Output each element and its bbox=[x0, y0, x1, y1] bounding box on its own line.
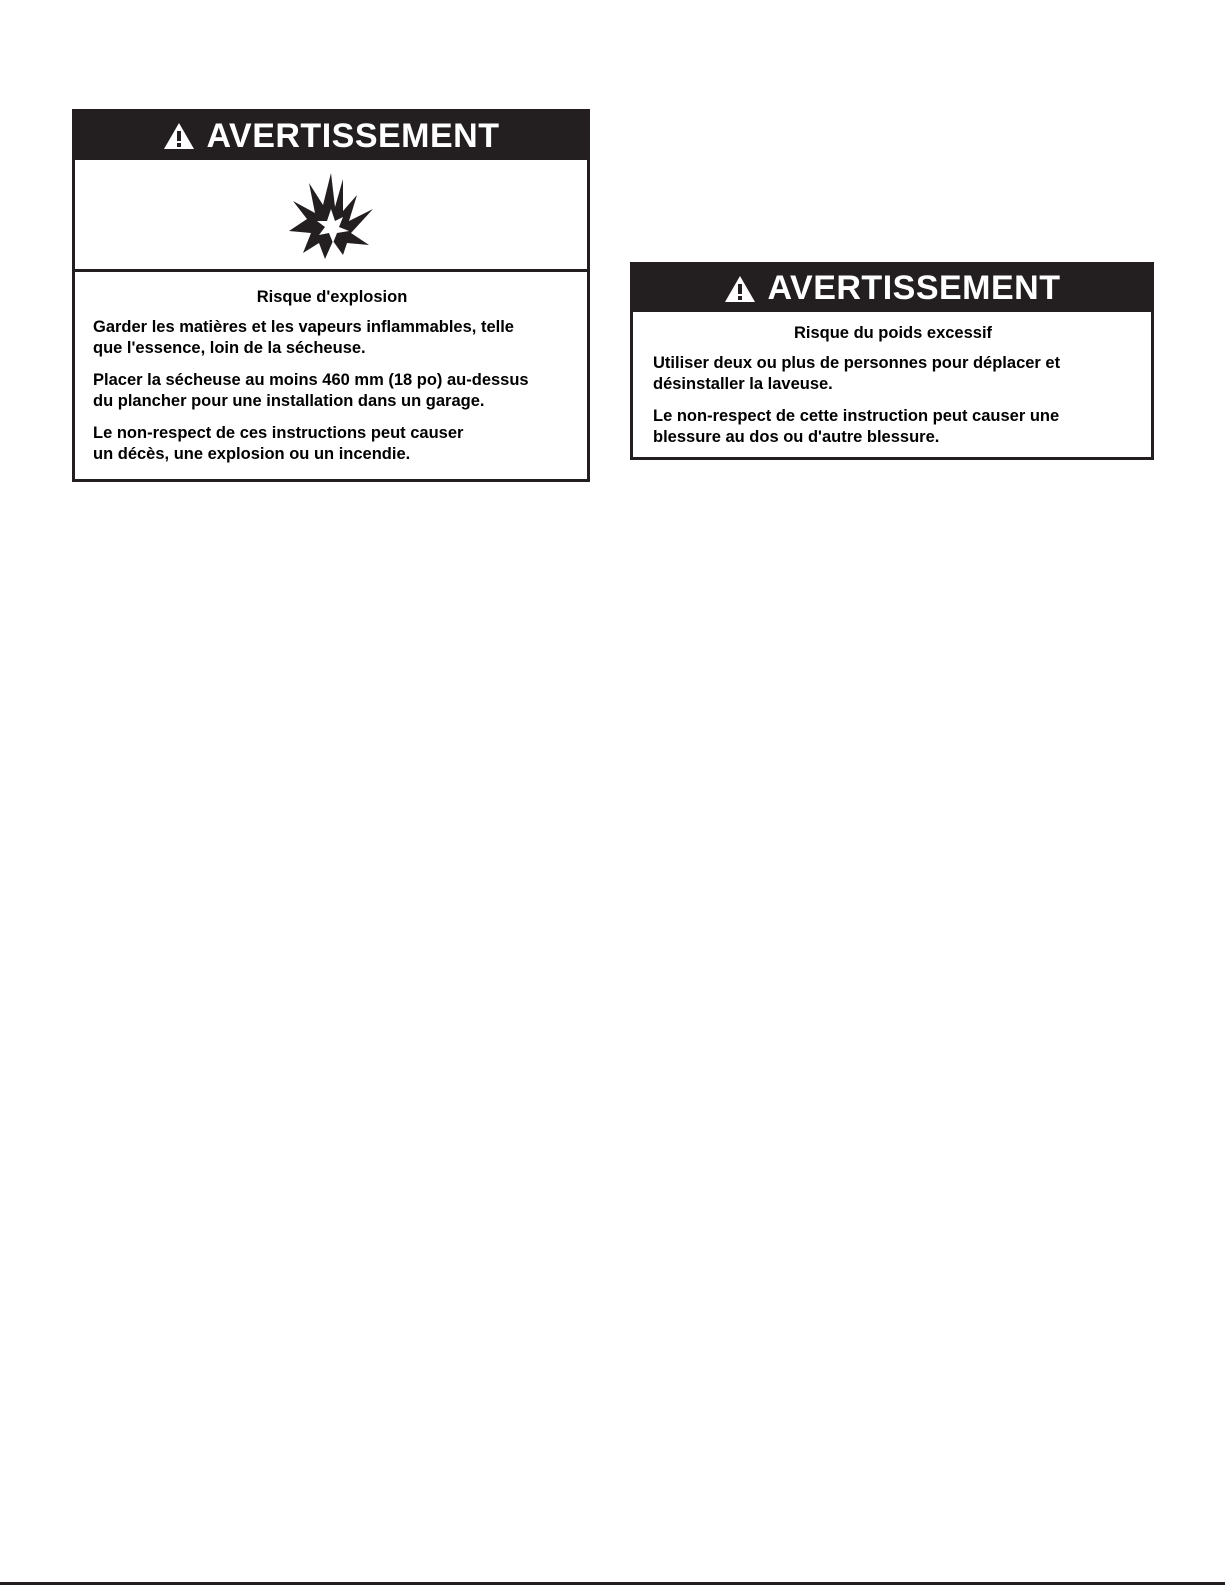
paragraph-line: Utiliser deux ou plus de personnes pour déplacer et bbox=[653, 354, 1061, 372]
warning-paragraph bbox=[93, 317, 571, 359]
paragraph-line: Le non-respect de ces instructions peut causer bbox=[93, 424, 464, 442]
warning-header-text: AVERTISSEMENT bbox=[767, 269, 1061, 307]
explosion-warning-box bbox=[72, 109, 590, 482]
paragraph-line: blessure au dos ou d'autre blessure. bbox=[653, 428, 940, 446]
warning-paragraph bbox=[93, 370, 571, 412]
warning-header-text: AVERTISSEMENT bbox=[206, 116, 500, 155]
explosion-icon bbox=[285, 169, 377, 261]
hazard-title: Risque d'explosion bbox=[256, 288, 408, 306]
hazard-title: Risque du poids excessif bbox=[793, 324, 993, 342]
paragraph-line: du plancher pour une installation dans un garage. bbox=[93, 392, 485, 410]
weight-warning-box bbox=[630, 262, 1154, 460]
warning-body bbox=[633, 312, 1151, 448]
paragraph-line: un décès, une explosion ou un incendie. bbox=[93, 445, 411, 463]
warning-paragraph bbox=[653, 353, 1133, 395]
alert-triangle-icon bbox=[162, 121, 196, 151]
paragraph-line: que l'essence, loin de la sécheuse. bbox=[93, 339, 366, 357]
pictogram-area bbox=[75, 160, 587, 272]
warning-header bbox=[633, 265, 1151, 312]
paragraph-line: désinstaller la laveuse. bbox=[653, 375, 833, 393]
warning-paragraph bbox=[653, 406, 1133, 448]
alert-triangle-icon bbox=[723, 274, 757, 304]
warning-paragraph bbox=[93, 423, 571, 465]
warning-header bbox=[75, 112, 587, 160]
paragraph-line: Garder les matières et les vapeurs inflammables, telle bbox=[93, 318, 514, 336]
paragraph-line: Placer la sécheuse au moins 460 mm (18 po) au-dessus bbox=[93, 371, 529, 389]
warning-body bbox=[75, 272, 587, 465]
paragraph-line: Le non-respect de cette instruction peut causer une bbox=[653, 407, 1060, 425]
